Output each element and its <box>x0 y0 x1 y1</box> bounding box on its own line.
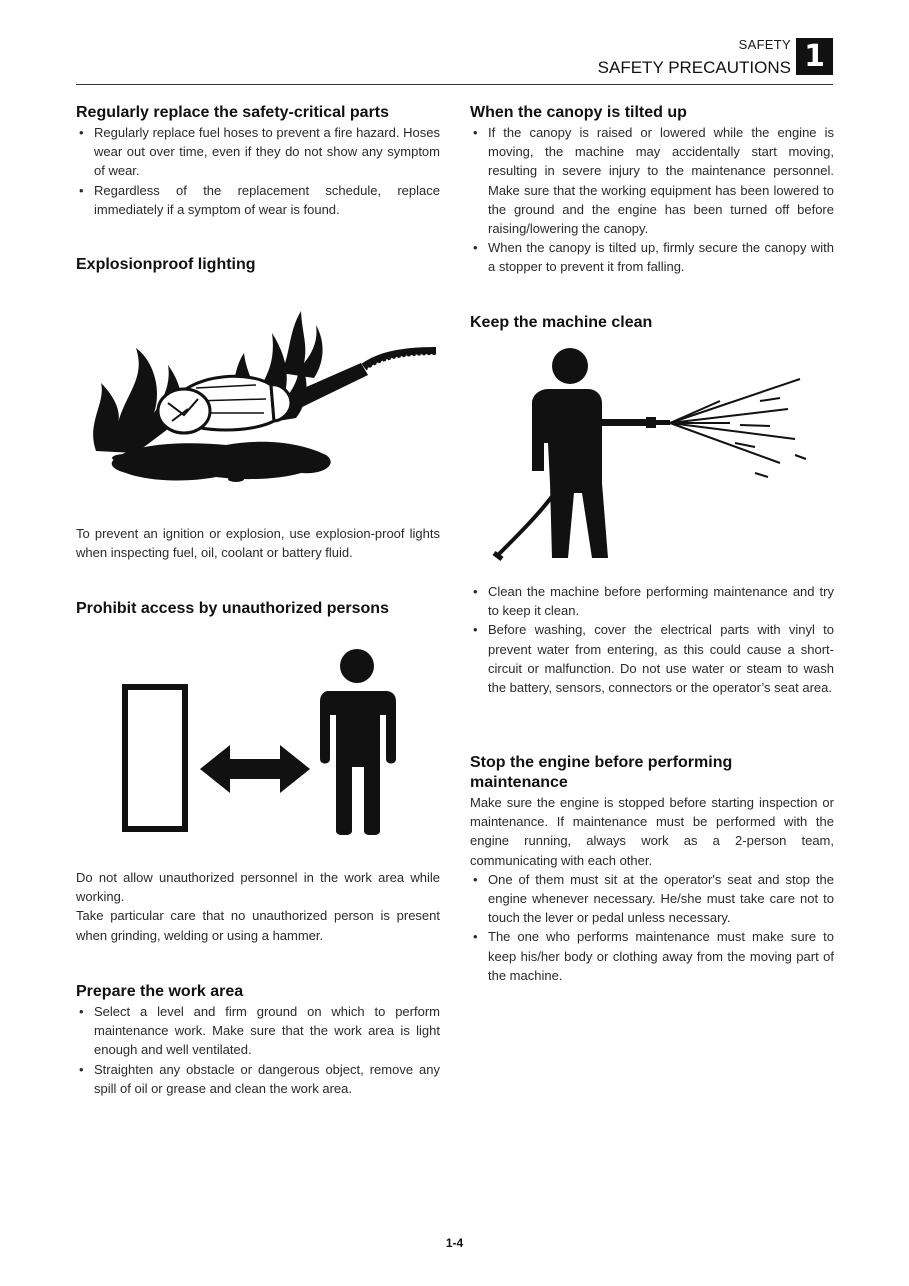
bullet-list <box>76 123 440 219</box>
section-heading: Regularly replace the safety-critical parts <box>76 104 390 121</box>
header-title: SAFETY PRECAUTIONS <box>597 58 791 77</box>
list-item: • Clean the machine before performing maintenance and try to keep it clean. <box>470 582 834 620</box>
section-work-area <box>76 982 440 1098</box>
section-canopy <box>470 103 834 277</box>
bullet-list <box>470 582 834 697</box>
burning-light-bulb-icon <box>76 303 440 493</box>
section-clean-text <box>470 582 834 697</box>
access-description <box>76 868 440 945</box>
list-item: • Select a level and firm ground on which to perform maintenance work. Make sure that the work area is light enough and well ventilated. <box>76 1002 440 1060</box>
page-number: 1-4 <box>445 1236 464 1250</box>
section-access <box>76 599 440 619</box>
list-item: • Regularly replace fuel hoses to prevent a fire hazard. Hoses wear out over time, even if they do not show any symptom of wear. <box>76 123 440 181</box>
section-stop-engine <box>470 753 834 985</box>
bullet-list <box>470 123 834 277</box>
section-replace-parts <box>76 103 440 219</box>
section-heading: Explosionproof lighting <box>76 256 256 273</box>
list-item: • Straighten any obstacle or dangerous object, remove any spill of oil or grease and clean the work area. <box>76 1060 440 1098</box>
list-item: • Before washing, cover the electrical parts with vinyl to prevent water from entering, as this could cause a short-circuit or malfunction. Do not use water or steam to wash the battery, sensors, connectors or the operator’s seat area. <box>470 620 834 697</box>
section-lighting <box>76 255 440 275</box>
list-item: • The one who performs maintenance must make sure to keep his/her body or clothing away from the moving part of the machine. <box>470 927 834 985</box>
chapter-badge: 1 <box>796 38 833 75</box>
bullet-list <box>76 1002 440 1098</box>
section-heading: Stop the engine before performing maintenance <box>470 754 733 791</box>
list-item: • One of them must sit at the operator's seat and stop the engine whenever necessary. He/she must take care not to touch the lever or pedal unless necessary. <box>470 870 834 928</box>
section-heading: When the canopy is tilted up <box>470 104 687 121</box>
list-item: • When the canopy is tilted up, firmly secure the canopy with a stopper to prevent it from falling. <box>470 238 834 276</box>
header-divider <box>76 84 833 85</box>
section-heading: Prohibit access by unauthorized persons <box>76 600 389 617</box>
header-category: SAFETY <box>738 37 791 52</box>
section-clean <box>470 313 834 333</box>
section-heading: Keep the machine clean <box>470 314 653 331</box>
paragraph: Take particular care that no unauthorized person is present when grinding, welding or using a hammer. <box>76 908 440 943</box>
paragraph: Make sure the engine is stopped before starting inspection or maintenance. If maintenance must be performed with the engine running, always work as a 2-person team, communicating with each other. <box>470 795 834 868</box>
list-item: • Regardless of the replacement schedule, replace immediately if a symptom of wear is found. <box>76 181 440 219</box>
bullet-list <box>470 870 834 985</box>
no-entry-person-icon <box>76 645 440 835</box>
lighting-description <box>76 524 440 562</box>
paragraph: To prevent an ignition or explosion, use explosion-proof lights when inspecting fuel, oil, coolant or battery fluid. <box>76 526 440 561</box>
list-item: • If the canopy is raised or lowered while the engine is moving, the machine may accidentally start moving, resulting in severe injury to the maintenance personnel. Make sure that the working equipment has been lowered to the ground and the engine has been turned off before raising/lowering the canopy. <box>470 123 834 238</box>
section-heading: Prepare the work area <box>76 983 244 1000</box>
paragraph: Do not allow unauthorized personnel in the work area while working. <box>76 870 440 905</box>
pressure-washer-person-icon <box>470 343 834 568</box>
